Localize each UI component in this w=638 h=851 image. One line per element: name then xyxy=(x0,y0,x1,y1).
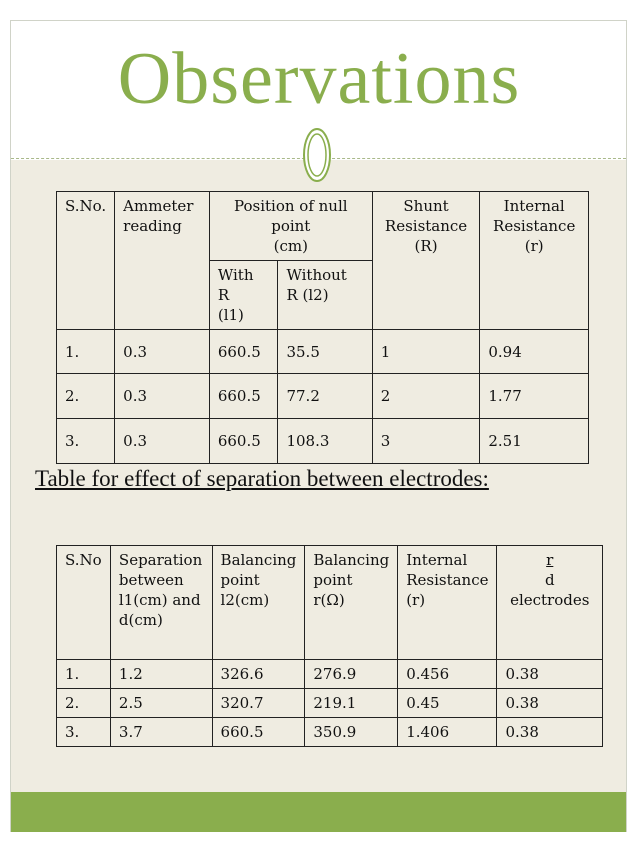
cell-internal: 0.94 xyxy=(480,330,589,374)
header-r-over-d: r d electrodes xyxy=(497,546,603,660)
cell-internal: 2.51 xyxy=(480,419,589,464)
header-sno: S.No. xyxy=(57,192,115,330)
header-null-position: Position of null point (cm) xyxy=(209,192,372,261)
cell-shunt: 1 xyxy=(372,330,480,374)
header-internal-resistance: Internal Resistance (r) xyxy=(398,546,497,660)
header-balancing-l2: Balancing point l2(cm) xyxy=(212,546,305,660)
cell-with-r: 660.5 xyxy=(209,419,278,464)
cell-balancing-l2: 326.6 xyxy=(212,660,305,689)
cell-separation: 1.2 xyxy=(110,660,212,689)
header-sno: S.No xyxy=(57,546,111,660)
header-shunt-resistance: Shunt Resistance (R) xyxy=(372,192,480,330)
cell-sno: 3. xyxy=(57,718,111,747)
table-row xyxy=(57,689,603,718)
cell-internal: 1.406 xyxy=(398,718,497,747)
cell-shunt: 2 xyxy=(372,374,480,419)
cell-sno: 2. xyxy=(57,374,115,419)
table-row xyxy=(57,330,589,374)
oval-ornament-icon xyxy=(302,127,332,183)
cell-internal: 0.45 xyxy=(398,689,497,718)
header-balancing-r: Balancing point r(Ω) xyxy=(305,546,398,660)
cell-with-r: 660.5 xyxy=(209,374,278,419)
cell-sno: 1. xyxy=(57,660,111,689)
header-ammeter: Ammeter reading xyxy=(115,192,210,330)
cell-ratio: 0.38 xyxy=(497,689,603,718)
cell-internal: 1.77 xyxy=(480,374,589,419)
table-row xyxy=(57,374,589,419)
separation-table xyxy=(56,545,603,747)
cell-sno: 3. xyxy=(57,419,115,464)
cell-without-r: 77.2 xyxy=(278,374,372,419)
cell-balancing-l2: 320.7 xyxy=(212,689,305,718)
header-without-r: Without R (l2) xyxy=(278,261,372,330)
cell-ammeter: 0.3 xyxy=(115,374,210,419)
cell-without-r: 108.3 xyxy=(278,419,372,464)
cell-sno: 2. xyxy=(57,689,111,718)
table-row xyxy=(57,660,603,689)
cell-internal: 0.456 xyxy=(398,660,497,689)
cell-balancing-r: 219.1 xyxy=(305,689,398,718)
separation-table-caption: Table for effect of separation between electrodes: xyxy=(35,466,489,491)
table-row xyxy=(57,718,603,747)
header-with-r: With R (l1) xyxy=(209,261,278,330)
cell-separation: 3.7 xyxy=(110,718,212,747)
cell-balancing-r: 276.9 xyxy=(305,660,398,689)
cell-ammeter: 0.3 xyxy=(115,419,210,464)
footer-bar xyxy=(11,792,626,832)
observations-table xyxy=(56,191,589,464)
table-row xyxy=(57,419,589,464)
cell-ratio: 0.38 xyxy=(497,660,603,689)
cell-separation: 2.5 xyxy=(110,689,212,718)
header-internal-resistance: Internal Resistance (r) xyxy=(480,192,589,330)
cell-balancing-r: 350.9 xyxy=(305,718,398,747)
cell-shunt: 3 xyxy=(372,419,480,464)
header-separation: Separation between l1(cm) and d(cm) xyxy=(110,546,212,660)
cell-with-r: 660.5 xyxy=(209,330,278,374)
page-title: Observations xyxy=(117,38,521,120)
cell-without-r: 35.5 xyxy=(278,330,372,374)
cell-balancing-l2: 660.5 xyxy=(212,718,305,747)
cell-ratio: 0.38 xyxy=(497,718,603,747)
cell-sno: 1. xyxy=(57,330,115,374)
cell-ammeter: 0.3 xyxy=(115,330,210,374)
